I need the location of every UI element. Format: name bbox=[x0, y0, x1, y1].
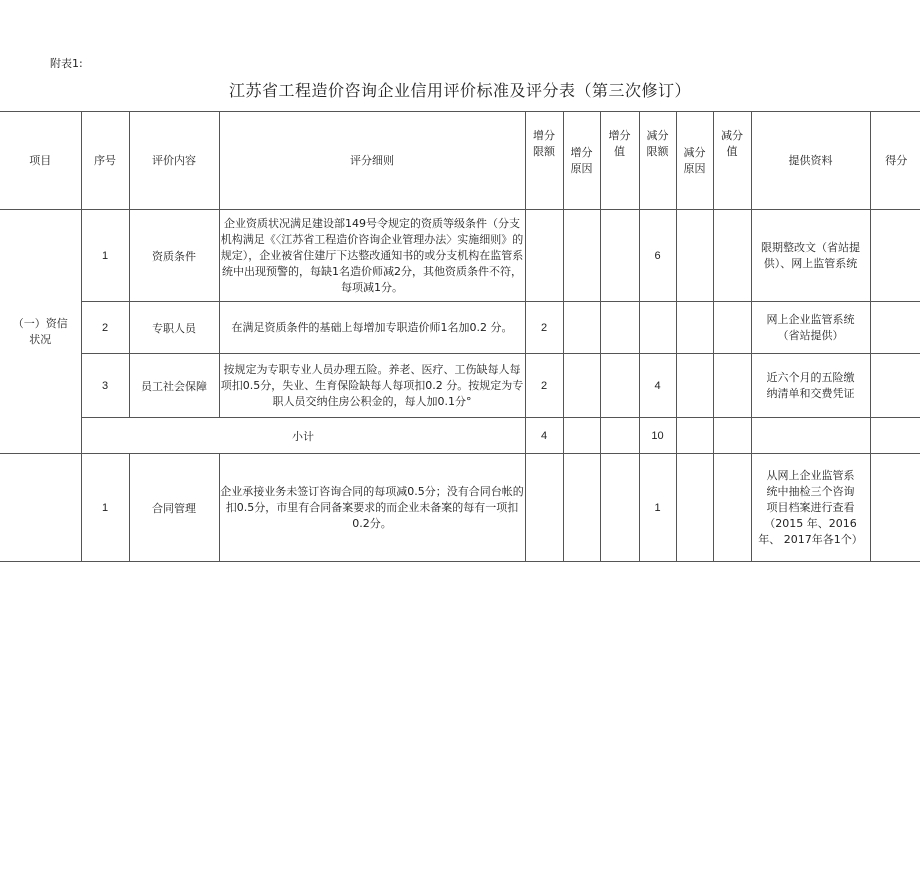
row-rules: 企业资质状况满足建设部149号令规定的资质等级条件（分支机构满足《〈江苏省工程造价咨询企业管理办法〉实施细则》的规定），企业被省住建厅下达整改通知书的或分支机构在监管系统中出现预警的，每缺1名造价师减2分，其他资质条件不符，每项减1分。 bbox=[219, 210, 525, 302]
row-add-value bbox=[600, 210, 639, 302]
header-seq: 序号 bbox=[81, 112, 129, 210]
row-score bbox=[870, 454, 920, 562]
row-score bbox=[870, 302, 920, 354]
row-sub-limit: 6 bbox=[639, 210, 676, 302]
row-rules: 企业承接业务未签订咨询合同的每项减0.5分；没有合同台帐的扣0.5分，市里有合同备案要求的而企业未备案的每有一项扣0.2分。 bbox=[219, 454, 525, 562]
row-sub-value bbox=[713, 354, 751, 418]
row-sub-reason bbox=[676, 302, 713, 354]
header-content: 评价内容 bbox=[129, 112, 219, 210]
subtotal-row bbox=[0, 418, 920, 454]
row-content: 专职人员 bbox=[129, 302, 219, 354]
row-materials: 网上企业监管系统 （省站提供） bbox=[751, 302, 870, 354]
header-sub-limit: 减分 限额 bbox=[639, 112, 676, 210]
row-rules: 在满足资质条件的基础上每增加专职造价师1名加0.2 分。 bbox=[219, 302, 525, 354]
header-add-limit: 增分 限额 bbox=[525, 112, 563, 210]
row-content: 员工社会保障 bbox=[129, 354, 219, 418]
subtotal-sub-reason bbox=[676, 418, 713, 454]
section-name bbox=[0, 454, 81, 562]
evaluation-table bbox=[0, 111, 920, 562]
row-content: 合同管理 bbox=[129, 454, 219, 562]
row-sub-limit bbox=[639, 302, 676, 354]
row-add-reason bbox=[563, 454, 600, 562]
row-seq: 3 bbox=[81, 354, 129, 418]
row-add-limit bbox=[525, 210, 563, 302]
subtotal-sub: 10 bbox=[639, 418, 676, 454]
row-content: 资质条件 bbox=[129, 210, 219, 302]
subtotal-sub-value bbox=[713, 418, 751, 454]
header-item: 项目 bbox=[0, 112, 81, 210]
row-sub-value bbox=[713, 210, 751, 302]
row-sub-limit: 1 bbox=[639, 454, 676, 562]
section-name: （一）资信 状况 bbox=[0, 210, 81, 454]
row-seq: 1 bbox=[81, 454, 129, 562]
subtotal-label: 小计 bbox=[81, 418, 525, 454]
row-materials: 从网上企业监管系 统中抽检三个咨询 项目档案进行查看 （2015 年、2016 年、 2017年各1个） bbox=[751, 454, 870, 562]
row-sub-limit: 4 bbox=[639, 354, 676, 418]
row-add-value bbox=[600, 354, 639, 418]
row-sub-value bbox=[713, 454, 751, 562]
row-sub-reason bbox=[676, 354, 713, 418]
row-add-value bbox=[600, 454, 639, 562]
table-row bbox=[0, 354, 920, 418]
row-score bbox=[870, 210, 920, 302]
header-rules: 评分细则 bbox=[219, 112, 525, 210]
row-sub-reason bbox=[676, 454, 713, 562]
row-add-limit: 2 bbox=[525, 302, 563, 354]
document-title: 江苏省工程造价咨询企业信用评价标准及评分表（第三次修订） bbox=[228, 81, 691, 100]
header-row bbox=[0, 112, 920, 210]
table-row bbox=[0, 302, 920, 354]
subtotal-score bbox=[870, 418, 920, 454]
header-sub-value: 减分 值 bbox=[713, 112, 751, 210]
row-materials: 限期整改文（省站提 供）、网上监管系统 bbox=[751, 210, 870, 302]
attachment-label: 附表1: bbox=[50, 57, 83, 70]
subtotal-add: 4 bbox=[525, 418, 563, 454]
subtotal-materials bbox=[751, 418, 870, 454]
header-sub-reason: 减分 原因 bbox=[676, 112, 713, 210]
row-add-limit bbox=[525, 454, 563, 562]
row-seq: 2 bbox=[81, 302, 129, 354]
row-sub-reason bbox=[676, 210, 713, 302]
row-rules: 按规定为专职专业人员办理五险。养老、医疗、工伤缺每人每项扣0.5分，失业、生育保险缺每人每项扣0.2 分。按规定为专职人员交纳住房公积金的，每人加0.1分° bbox=[219, 354, 525, 418]
row-add-reason bbox=[563, 302, 600, 354]
row-sub-value bbox=[713, 302, 751, 354]
header-add-value: 增分 值 bbox=[600, 112, 639, 210]
row-add-value bbox=[600, 302, 639, 354]
row-add-reason bbox=[563, 354, 600, 418]
row-score bbox=[870, 354, 920, 418]
row-seq: 1 bbox=[81, 210, 129, 302]
row-materials: 近六个月的五险缴 纳清单和交费凭证 bbox=[751, 354, 870, 418]
row-add-limit: 2 bbox=[525, 354, 563, 418]
table-row bbox=[0, 454, 920, 562]
table-row bbox=[0, 210, 920, 302]
header-add-reason: 增分 原因 bbox=[563, 112, 600, 210]
header-score: 得分 bbox=[870, 112, 920, 210]
header-materials: 提供资料 bbox=[751, 112, 870, 210]
subtotal-add-value bbox=[600, 418, 639, 454]
row-add-reason bbox=[563, 210, 600, 302]
subtotal-add-reason bbox=[563, 418, 600, 454]
